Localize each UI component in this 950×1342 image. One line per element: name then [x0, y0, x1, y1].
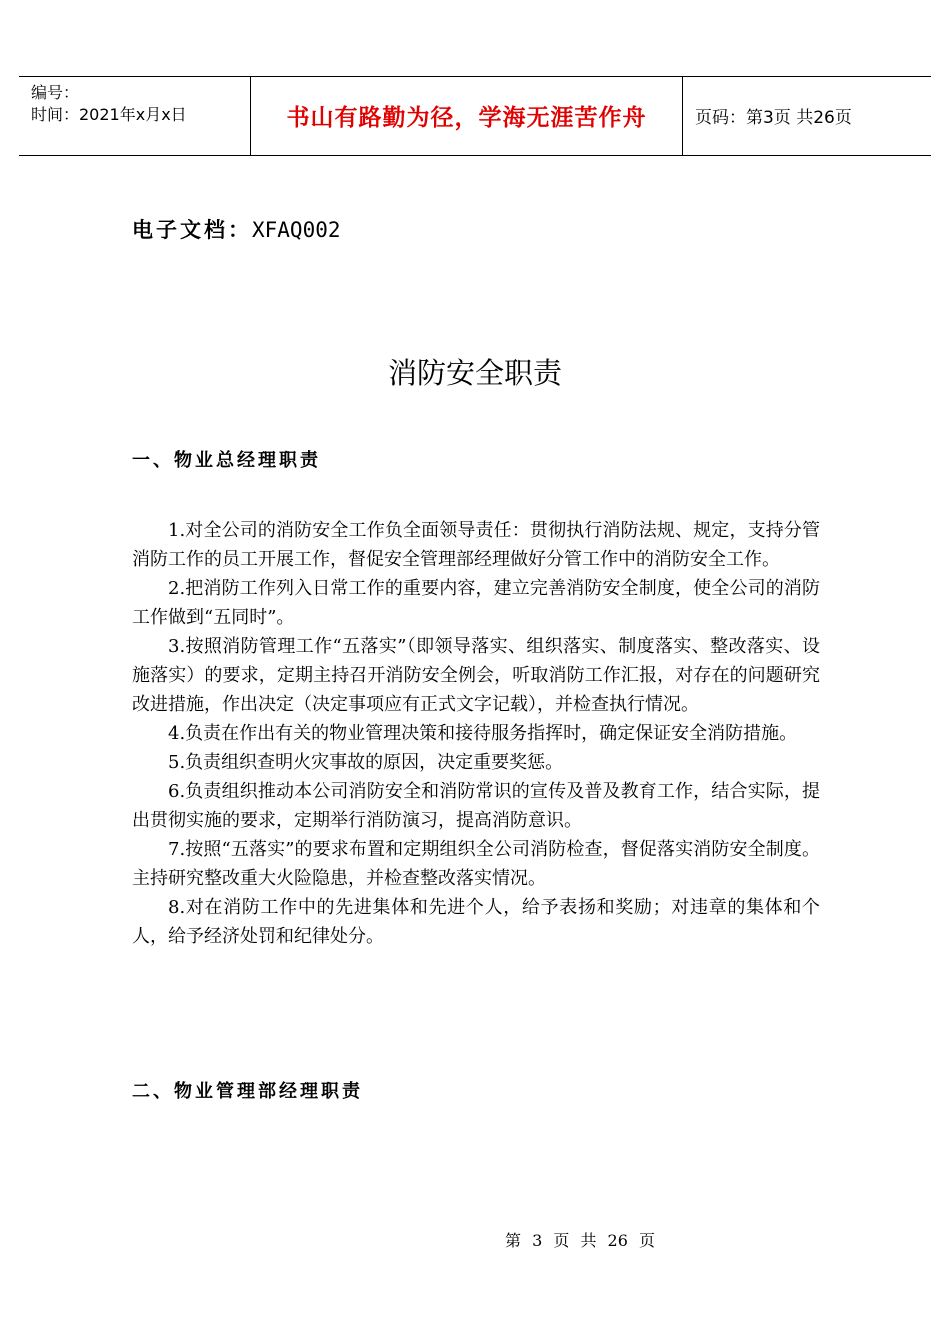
page-title: 消防安全职责: [387, 356, 562, 390]
paragraph: 8.对在消防工作中的先进集体和先进个人，给予表扬和奖励；对违章的集体和个人，给予经济处罚和纪律处分。: [132, 897, 820, 947]
paragraph: 3.按照消防管理工作“五落实”（即领导落实、组织落实、制度落实、整改落实、设施落实）的要求，定期主持召开消防安全例会，听取消防工作汇报，对存在的问题研究改进措施，作出决定（决定事项应有正式文字记载），并检查执行情况。: [132, 636, 820, 715]
document-id-value: XFAQ002: [252, 218, 341, 242]
header-motto-cell: [251, 77, 683, 155]
document-id: [132, 216, 341, 244]
document-header: [19, 76, 931, 156]
section-heading: 二、物业管理部经理职责: [132, 1081, 363, 1102]
page-footer: 第 3 页 共 26 页: [505, 1231, 655, 1250]
document-number-label: 编号：: [31, 83, 80, 102]
document-time: 时间：2021年x月x日: [31, 105, 187, 124]
section-heading: 一、物业总经理职责: [132, 450, 321, 471]
paragraph: 5.负责组织查明火灾事故的原因，决定重要奖惩。: [168, 752, 564, 773]
header-motto: 书山有路勤为径，学海无涯苦作舟: [286, 105, 647, 131]
header-meta-cell: [19, 77, 251, 155]
section-body: [132, 516, 820, 951]
paragraph: 6.负责组织推动本公司消防安全和消防常识的宣传及普及教育工作，结合实际，提出贯彻实施的要求，定期举行消防演习，提高消防意识。: [132, 781, 820, 831]
paragraph: 7.按照“五落实”的要求布置和定期组织全公司消防检查，督促落实消防安全制度。主持研究整改重大火险隐患，并检查整改落实情况。: [132, 839, 820, 889]
header-page-cell: [683, 77, 931, 155]
paragraph: 1.对全公司的消防安全工作负全面领导责任：贯彻执行消防法规、规定，支持分管消防工作的员工开展工作，督促安全管理部经理做好分管工作中的消防安全工作。: [132, 520, 820, 570]
paragraph: 4.负责在作出有关的物业管理决策和接待服务指挥时，确定保证安全消防措施。: [168, 723, 798, 744]
document-id-label: 电子文档：: [132, 218, 252, 242]
header-page-code: 页码：第3页 共26页: [695, 108, 852, 128]
paragraph: 2.把消防工作列入日常工作的重要内容，建立完善消防安全制度，使全公司的消防工作做到“五同时”。: [132, 578, 820, 628]
